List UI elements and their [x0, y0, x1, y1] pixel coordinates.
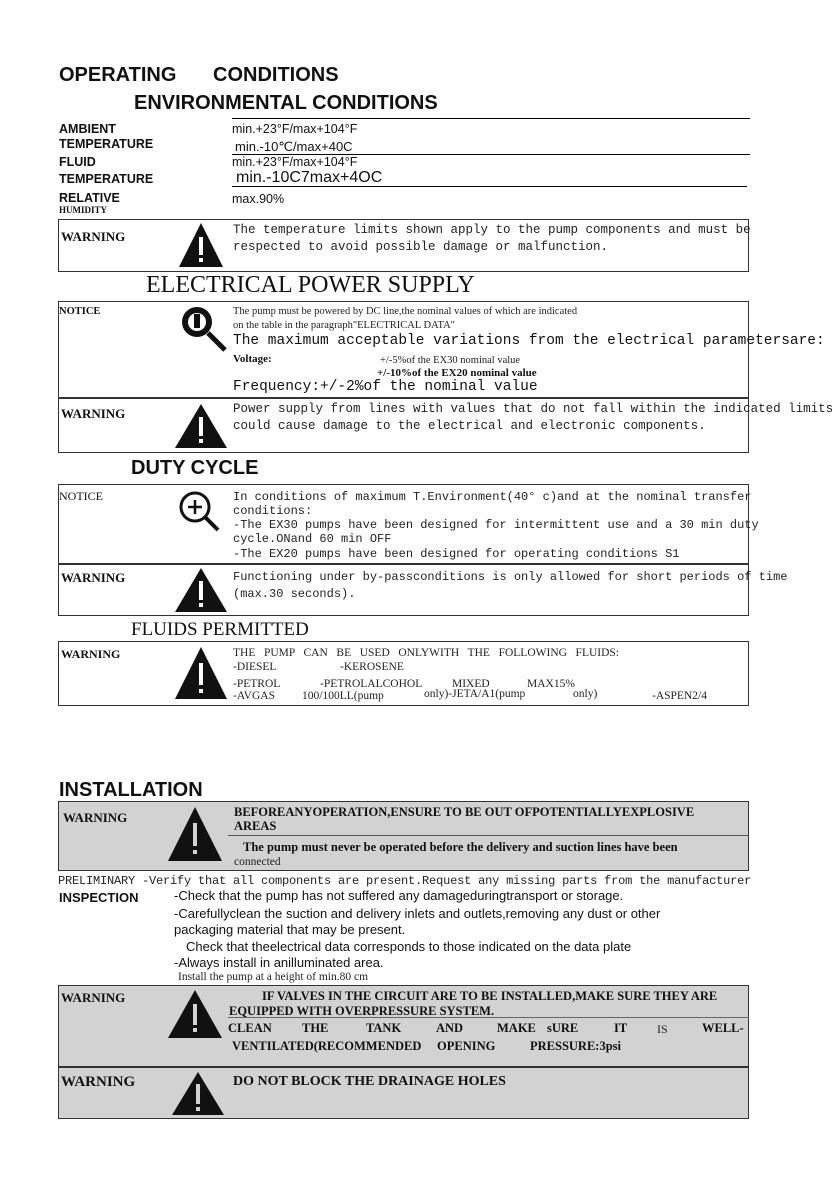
warning-text: CLEAN [228, 1021, 272, 1035]
inspection-item: -Check that the pump has not suffered any damageduringtransport or storage. [174, 888, 624, 903]
notice-text: cycle.ONand 60 min OFF [233, 532, 392, 546]
warning-text: WELL- [702, 1021, 744, 1035]
warning-text: PRESSURE:3psi [530, 1039, 621, 1053]
warning-text: could cause damage to the electrical and electronic components. [233, 419, 706, 433]
warning-text: VENTILATED(RECOMMENDED [232, 1039, 422, 1053]
inspection-label: INSPECTION [59, 890, 139, 905]
warning-label: WARNING [61, 406, 126, 421]
warning-text: sURE [547, 1021, 579, 1035]
env-conditions-title: ENVIRONMENTAL CONDITIONS [134, 92, 438, 114]
fluid-item: -ASPEN2/4 [652, 690, 707, 702]
warning-triangle-icon [173, 566, 229, 614]
warning-text: The temperature limits shown apply to the pump components and must be [233, 223, 751, 237]
fluids-intro: THE PUMP CAN BE USED ONLYWITH THE FOLLOWING FLUIDS: [233, 647, 620, 659]
warning-label: WARNING [63, 810, 128, 825]
fluid-item: -AVGAS [233, 690, 275, 702]
warning-text: (max.30 seconds). [233, 587, 356, 601]
label-temperature: TEMPERATURE [59, 137, 154, 151]
fluid-value-f: min.+23°F/max+104°F [232, 155, 358, 169]
warning-text: IS [657, 1022, 668, 1036]
warning-triangle-icon [166, 988, 224, 1040]
fluids-title: FLUIDS PERMITTED [131, 619, 309, 640]
warning-label: WARNING [61, 1074, 136, 1090]
divider [232, 118, 750, 119]
notice-text: The maximum acceptable variations from the electrical parametersare: [233, 333, 825, 349]
warning-text: BEFOREANYOPERATION,ENSURE TO BE OUT OFPOTENTIALLYEXPLOSIVE [234, 805, 695, 819]
inspection-item: -Carefullyclean the suction and delivery inlets and outlets,removing any dust or other [174, 906, 661, 921]
inspection-item: Check that theelectrical data corresponds to those indicated on the data plate [186, 939, 632, 954]
warning-triangle-icon [166, 805, 224, 863]
notice-text: -The EX20 pumps have been designed for operating conditions S1 [233, 547, 680, 561]
electrical-title: ELECTRICAL POWER SUPPLY [146, 272, 475, 298]
inspection-item: packaging material that may be present. [174, 922, 406, 937]
notice-label: NOTICE [59, 489, 103, 503]
warning-text: MAKE [497, 1021, 536, 1035]
warning-text: AND [436, 1021, 464, 1035]
notice-text: conditions: [233, 504, 313, 518]
warning-text: THE [302, 1021, 329, 1035]
warning-text: OPENING [437, 1039, 496, 1053]
warning-triangle-icon [173, 645, 229, 701]
label-temperature: TEMPERATURE [59, 172, 154, 186]
magnifier-plus-icon [176, 488, 220, 532]
warning-text: EQUIPPED WITH OVERPRESSURE SYSTEM. [229, 1004, 495, 1018]
voltage-ex20: +/-10%of the EX20 nominal value [377, 367, 537, 379]
fluid-item: -PETROLALCOHOL [320, 678, 423, 690]
warning-text: TANK [366, 1021, 402, 1035]
label-relative: RELATIVE [59, 191, 120, 205]
warning-label: WARNING [61, 647, 121, 661]
inspection-item: -Always install in anilluminated area. [174, 955, 384, 970]
warning-text: AREAS [234, 819, 277, 833]
warning-text: DO NOT BLOCK THE DRAINAGE HOLES [233, 1074, 506, 1089]
ambient-value-c: min.-10℃/max+40C [235, 139, 353, 154]
fluid-item: MAX15% [527, 678, 575, 690]
warning-text: Power supply from lines with values that do not fall within the indicated limits [233, 402, 834, 416]
label-humidity: HUMIDITY [59, 205, 108, 215]
warning-triangle-icon [173, 402, 229, 450]
label-ambient: AMBIENT [59, 122, 116, 136]
warning-text: IF VALVES IN THE CIRCUIT ARE TO BE INSTALLED,MAKE SURE THEY ARE [262, 989, 718, 1003]
notice-text: on the table in the paragraph"ELECTRICAL DATA" [233, 320, 455, 331]
fluid-item: only)-JETA/A1(pump [424, 688, 526, 700]
fluid-item: MIXED [452, 678, 490, 690]
warning-label: WARNING [61, 229, 126, 244]
notice-text: -The EX30 pumps have been designed for intermittent use and a 30 min duty [233, 518, 759, 532]
warning-text: Functioning under by-passconditions is only allowed for short periods of time [233, 570, 788, 584]
divider [228, 835, 749, 836]
warning-text: respected to avoid possible damage or malfunction. [233, 240, 609, 254]
fluid-item: -KEROSENE [340, 661, 404, 673]
notice-label: NOTICE [59, 306, 101, 317]
warning-text: connected [234, 856, 281, 868]
installation-title: INSTALLATION [59, 779, 203, 801]
ambient-value-f: min.+23°F/max+104°F [232, 122, 358, 136]
duty-cycle-title: DUTY CYCLE [131, 457, 259, 479]
warning-triangle-icon [170, 1070, 226, 1116]
section-title-conditions: CONDITIONS [213, 64, 339, 86]
warning-label: WARNING [61, 990, 126, 1005]
warning-text: IT [614, 1021, 628, 1035]
notice-text: The pump must be powered by DC line,the nominal values of which are indicated [233, 306, 578, 317]
notice-text: In conditions of maximum T.Environment(40° c)and at the nominal transfer [233, 490, 752, 504]
fluid-item: -PETROL [233, 678, 281, 690]
preliminary-text: PRELIMINARY -Verify that all components are present.Request any missing parts from the manufacturer [58, 874, 752, 888]
humidity-value: max.90% [232, 192, 285, 206]
fluid-item: 100/100LL(pump [302, 690, 384, 702]
voltage-ex30: +/-5%of the EX30 nominal value [380, 355, 521, 366]
fluid-value-c: min.-10C7max+4OC [236, 169, 383, 186]
divider [232, 186, 747, 187]
inspection-item: Install the pump at a height of min.80 cm [178, 971, 369, 983]
frequency-text: Frequency:+/-2%of the nominal value [233, 379, 538, 395]
fluid-item: only) [573, 688, 598, 700]
voltage-label: Voltage: [233, 353, 272, 365]
fluid-item: -DIESEL [233, 661, 277, 673]
warning-triangle-icon [177, 221, 225, 269]
warning-text: The pump must never be operated before the delivery and suction lines have been [243, 840, 678, 854]
warning-label: WARNING [61, 570, 126, 585]
magnifier-icon [177, 302, 229, 352]
label-fluid: FLUID [59, 155, 96, 169]
section-title-operating: OPERATING [59, 64, 177, 86]
